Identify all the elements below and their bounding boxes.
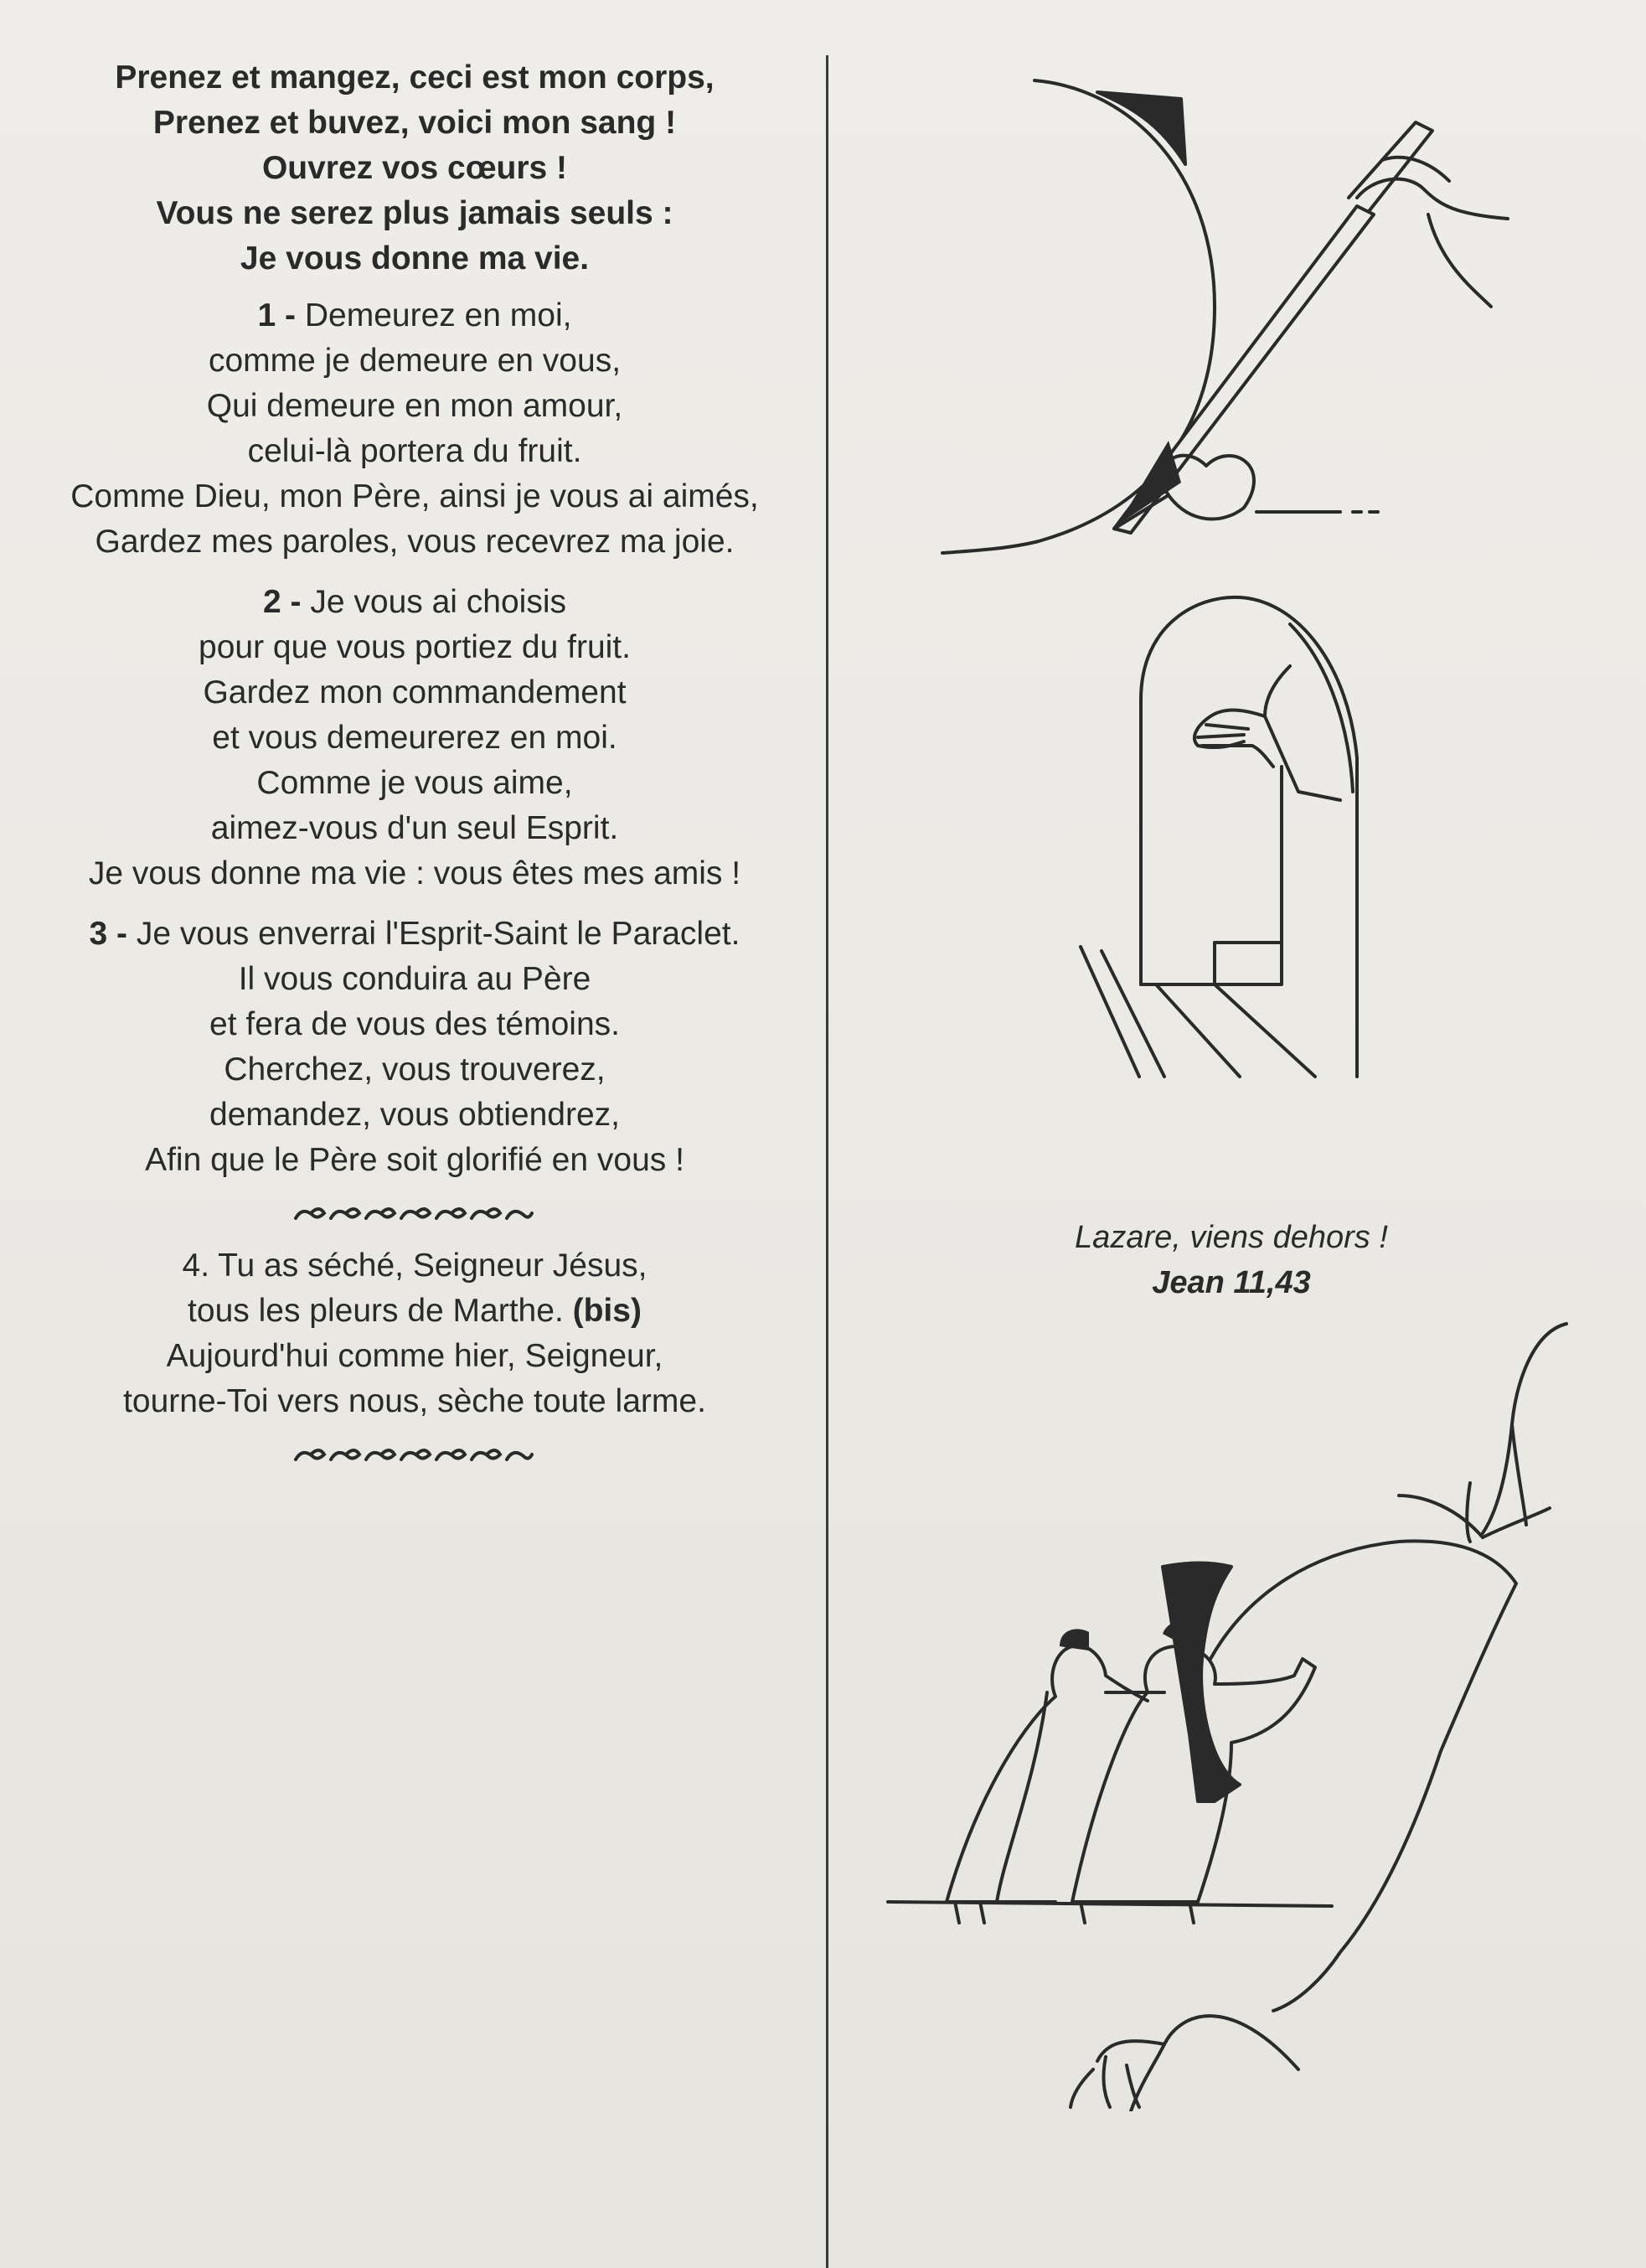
verse-number: 2 - xyxy=(263,584,302,620)
verse-line: 4. Tu as séché, Seigneur Jésus, xyxy=(182,1248,648,1284)
verse-line: Gardez mes paroles, vous recevrez ma joie. xyxy=(95,524,735,560)
verse-line xyxy=(34,293,796,338)
verse-line: tourne-Toi vers nous, sèche toute larme. xyxy=(123,1383,706,1419)
verse-line: Aujourd'hui comme hier, Seigneur, xyxy=(166,1338,663,1374)
verse-first-text: Demeurez en moi, xyxy=(304,297,572,333)
verse-line xyxy=(34,580,796,625)
verse-number: 1 - xyxy=(257,297,297,333)
verse-line: et fera de vous des témoins. xyxy=(209,1006,620,1042)
refrain-line: Je vous donne ma vie. xyxy=(240,240,590,276)
verse-line xyxy=(34,1289,796,1334)
verse-line: demandez, vous obtiendrez, xyxy=(209,1097,620,1133)
bis-marker: (bis) xyxy=(572,1293,642,1329)
verse-line: Cherchez, vous trouverez, xyxy=(224,1051,606,1088)
verse-line: Afin que le Père soit glorifié en vous ! xyxy=(145,1142,684,1178)
caption-reference: Jean 11,43 xyxy=(1152,1265,1311,1300)
verse-line: et vous demeurerez en moi. xyxy=(212,720,617,756)
verse-4 xyxy=(34,1243,796,1424)
refrain xyxy=(34,55,796,282)
verse-line: Gardez mon commandement xyxy=(203,674,627,710)
refrain-line: Ouvrez vos cœurs ! xyxy=(261,150,568,186)
verse-2 xyxy=(34,580,796,896)
verse-line: comme je demeure en vous, xyxy=(208,343,622,379)
staff-and-heart-illustration xyxy=(938,72,1525,566)
refrain-line: Prenez et buvez, voici mon sang ! xyxy=(152,105,677,141)
song-text-column xyxy=(34,55,796,1485)
verse-3 xyxy=(34,912,796,1183)
tomb-and-figures-illustration xyxy=(880,1315,1617,2111)
verse-line xyxy=(34,912,796,957)
verse-line: Comme Dieu, mon Père, ainsi je vous ai aimés, xyxy=(70,478,759,514)
verse-line: aimez-vous d'un seul Esprit. xyxy=(210,810,619,846)
column-divider xyxy=(826,55,828,2268)
verse-line: celui-là portera du fruit. xyxy=(247,433,582,469)
verse-line: Comme je vous aime, xyxy=(256,765,573,801)
ornament-divider-icon xyxy=(289,1198,540,1232)
verse-1 xyxy=(34,293,796,565)
verse-line: Il vous conduira au Père xyxy=(238,961,591,997)
refrain-line: Vous ne serez plus jamais seuls : xyxy=(156,195,673,231)
verse-line: Je vous donne ma vie : vous êtes mes amis ! xyxy=(88,855,741,891)
refrain-line: Prenez et mangez, ceci est mon corps, xyxy=(115,59,715,96)
ornament-divider-icon xyxy=(289,1439,540,1473)
illustration-caption xyxy=(997,1215,1466,1305)
caption-quote: Lazare, viens dehors ! xyxy=(1075,1220,1388,1255)
verse-number: 3 - xyxy=(89,916,128,952)
verse-first-text: Je vous enverrai l'Esprit-Saint le Paraclet. xyxy=(136,916,740,952)
verse-line: pour que vous portiez du fruit. xyxy=(199,629,631,665)
verse-first-text: Je vous ai choisis xyxy=(310,584,566,620)
door-with-hand-illustration xyxy=(1072,591,1391,1093)
verse-line: Qui demeure en mon amour, xyxy=(206,388,623,424)
verse-text: tous les pleurs de Marthe. xyxy=(188,1293,564,1329)
